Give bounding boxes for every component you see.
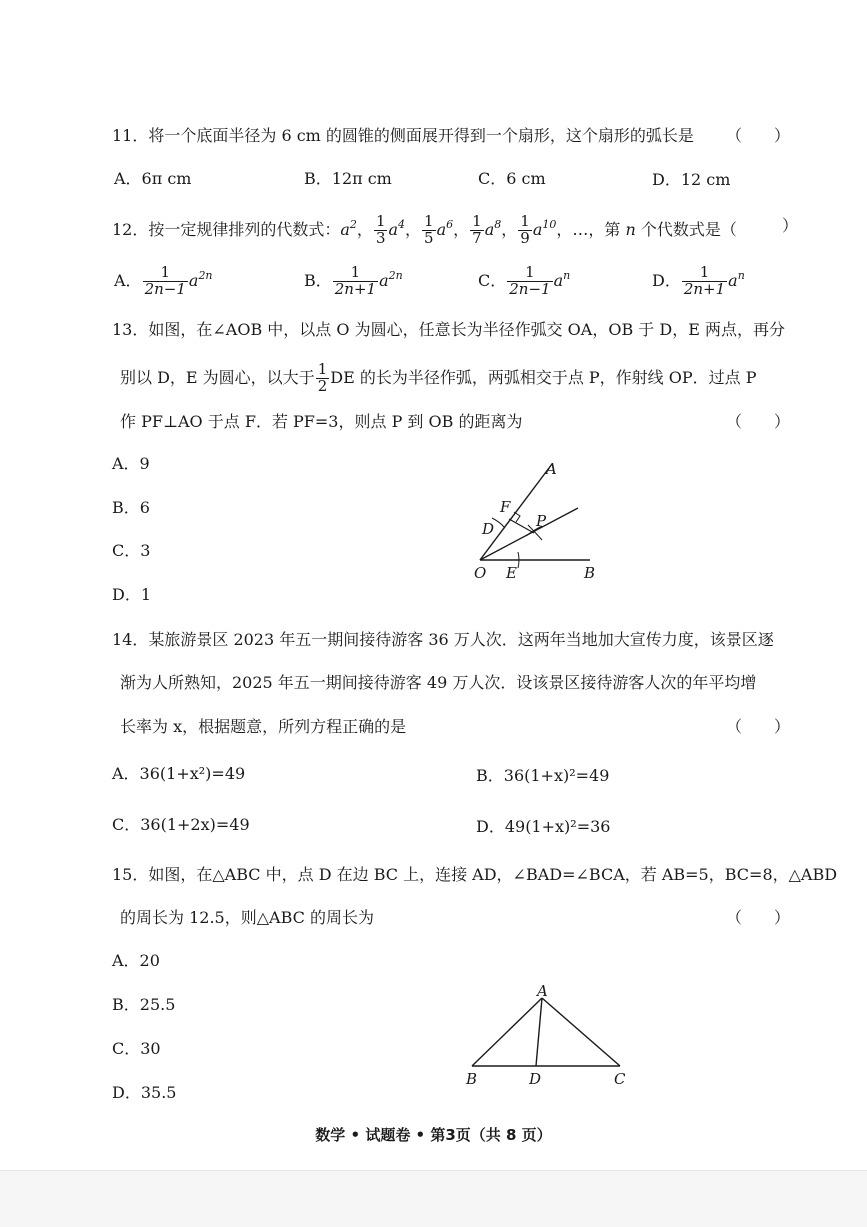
- label-b: B: [466, 1070, 478, 1088]
- q14-line-2: 渐为人所熟知，2025 年五一期间接待游客 49 万人次．设该景区接待游客人次的年平均增: [120, 673, 757, 692]
- label-e: E: [506, 564, 517, 582]
- q12-term-5-coef: $\frac{1}{9}$: [520, 212, 530, 247]
- label-a: A: [537, 982, 548, 1000]
- q14-line-3: 长率为 x，根据题意，所列方程正确的是: [120, 717, 407, 736]
- q13-option-b: B．6: [112, 498, 150, 517]
- q12-stem-end: 个代数式是（: [640, 220, 737, 239]
- q12-term-3: $a^6$: [436, 218, 454, 239]
- label-f: F: [500, 498, 511, 516]
- q11-answer-bracket: （ ）: [726, 126, 791, 145]
- q13-angle-figure: [460, 456, 620, 586]
- q13-line-1: 13．如图，在∠AOB 中，以点 O 为圆心，任意长为半径作弧交 OA，OB 于 D，E 两点，再分: [112, 320, 785, 339]
- q11-stem: 11．将一个底面半径为 6 cm 的圆锥的侧面展开得到一个扇形，这个扇形的弧长是: [112, 126, 694, 145]
- q12-option-d: D． $\frac{1}{2n+1}$ $a^n$: [652, 263, 745, 298]
- q12-term-2-coef: $\frac{1}{3}$: [375, 212, 386, 247]
- segment-ad: [536, 998, 542, 1066]
- q12-stem-suffix: ，…，第: [556, 220, 621, 239]
- q11-option-b: B．12π cm: [304, 169, 392, 188]
- q13-answer-bracket: （ ）: [726, 412, 791, 431]
- q12-term-4-coef: $\frac{1}{7}$: [472, 212, 482, 247]
- q12-stem-prefix: 12．按一定规律排列的代数式：: [112, 220, 341, 239]
- q14-option-c: C．36(1+2x)=49: [112, 815, 250, 834]
- label-a: A: [546, 460, 557, 478]
- q12-stem: 12．按一定规律排列的代数式：$a^2$， $\frac{1}{3}$ $a^4$， $\frac{1}{5}$ $a^6$， $\frac{1}{7}$ $a^8$， $\frac{1}{9}$ $a^{10}$，…，第 n 个代数式是（: [112, 212, 737, 247]
- q13-line-2: 别以 D，E 为圆心，以大于 $\frac{1}{2}$ DE 的长为半径作弧，两弧相交于点 P，作射线 OP．过点 P: [120, 360, 757, 395]
- segment-pf: [509, 519, 534, 533]
- q15-option-c: C．30: [112, 1039, 161, 1058]
- q12-term-3-coef: $\frac{1}{5}$: [424, 212, 434, 247]
- q13-line-3: 作 PF⊥AO 于点 F．若 PF=3，则点 P 到 OB 的距离为: [120, 412, 523, 431]
- q15-line-1: 15．如图，在△ABC 中，点 D 在边 BC 上，连接 AD，∠BAD=∠BCA，若 AB=5，BC=8，△ABD: [112, 865, 838, 884]
- viewer-bottom-strip: [0, 1170, 867, 1227]
- side-ac: [542, 998, 620, 1066]
- label-b: B: [584, 564, 596, 582]
- label-o: O: [474, 564, 487, 582]
- q12-option-b: B． $\frac{1}{2n+1}$ $a^{2n}$: [304, 263, 403, 298]
- q12-option-a: A． $\frac{1}{2n-1}$ $a^{2n}$: [114, 263, 213, 298]
- q15-triangle-figure: [456, 980, 636, 1090]
- q14-option-a: A．36(1+x²)=49: [112, 764, 246, 783]
- label-d: D: [482, 520, 495, 538]
- q14-line-1: 14．某旅游景区 2023 年五一期间接待游客 36 万人次．这两年当地加大宣传力度，该景区逐: [112, 630, 774, 649]
- q13-option-c: C．3: [112, 541, 151, 560]
- q12-term-4: $a^8$: [484, 218, 502, 239]
- q12-var-n: n: [625, 220, 636, 239]
- q11-option-c: C．6 cm: [478, 169, 546, 188]
- q11-option-a: A．6π cm: [114, 169, 192, 188]
- q12-bracket-close: ）: [782, 216, 799, 235]
- q14-option-d: D．49(1+x)²=36: [476, 817, 611, 836]
- page-footer: 数学 • 试题卷 • 第3页（共 8 页）: [315, 1126, 552, 1144]
- q13-option-d: D．1: [112, 585, 152, 604]
- q12-term-5: $a^{10}$: [532, 218, 557, 239]
- q15-option-a: A．20: [112, 951, 160, 970]
- q13-option-a: A．9: [112, 454, 150, 473]
- q14-option-b: B．36(1+x)²=49: [476, 766, 610, 785]
- q12-term-1: $a^2$: [340, 218, 357, 239]
- q14-answer-bracket: （ ）: [726, 717, 791, 736]
- label-p: P: [536, 512, 547, 530]
- q11-option-d: D．12 cm: [652, 170, 731, 189]
- side-ab: [472, 998, 542, 1066]
- label-d: D: [529, 1070, 542, 1088]
- q15-option-d: D．35.5: [112, 1083, 177, 1102]
- q12-option-c: C． $\frac{1}{2n-1}$ $a^n$: [478, 263, 571, 298]
- q15-line-2: 的周长为 12.5，则△ABC 的周长为: [120, 908, 374, 927]
- q15-answer-bracket: （ ）: [726, 908, 791, 927]
- q12-term-2: $a^4$: [388, 218, 406, 239]
- q15-option-b: B．25.5: [112, 995, 176, 1014]
- label-c: C: [614, 1070, 626, 1088]
